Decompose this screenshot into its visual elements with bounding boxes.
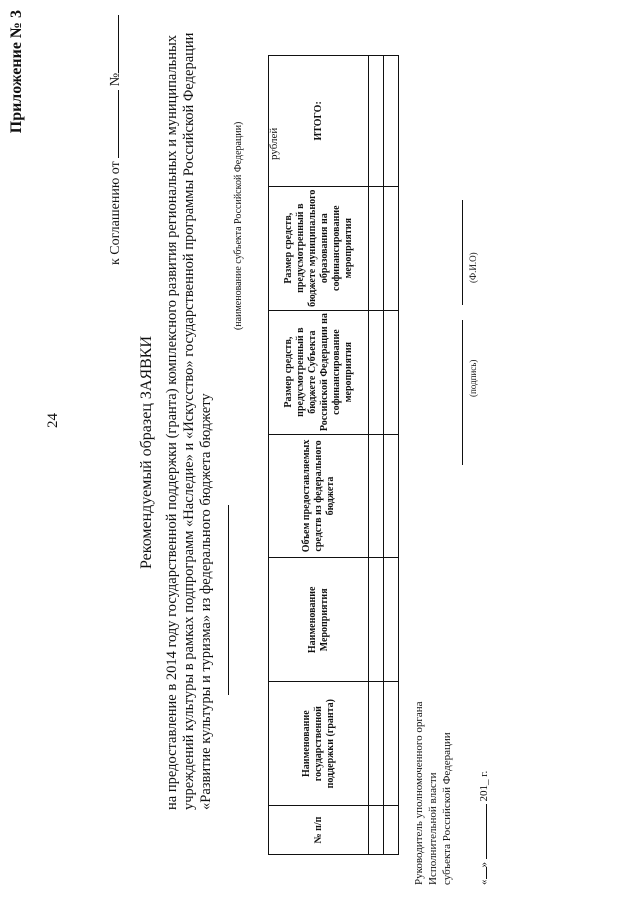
table-cell[interactable]	[384, 434, 399, 558]
body-line-1: на предоставление в 2014 году государственной поддержки (гранта) комплексного развития региональных и муниципальных	[164, 34, 180, 810]
date-day-line	[475, 868, 487, 880]
signature-caption: (подпись)	[468, 359, 478, 397]
currency-units: рублей	[268, 127, 280, 160]
header-municipal-amount: Размер средств, предусмотренный в бюджете муниципального образования на софинансирование мероприятия	[269, 186, 369, 310]
signatory-line-3: субъекта Российской Федерации	[441, 732, 453, 885]
document-title: Рекомендуемый образец ЗАЯВКИ	[138, 335, 155, 570]
signatory-line-1: Руководитель уполномоченного органа	[413, 701, 425, 885]
agreement-reference	[106, 15, 124, 265]
subject-fill-line	[215, 505, 234, 699]
signature-line	[462, 320, 463, 465]
name-caption: (Ф.И.О)	[468, 252, 478, 283]
agreement-number-sign: №	[108, 72, 123, 87]
header-number: № п/п	[269, 806, 369, 855]
body-line-2: учреждений культуры в рамках подпрограмм «Наследие» и «Искусство» государственной программы Российской Федерации	[181, 32, 197, 810]
table-cell[interactable]	[384, 310, 399, 434]
table-row	[384, 56, 399, 855]
table-cell[interactable]	[384, 682, 399, 806]
date-quote-close: »	[478, 862, 490, 868]
header-event-name: Наименование Мероприятия	[269, 558, 369, 682]
signatory-line-2: Исполнительной власти	[427, 772, 439, 885]
agreement-number-line	[106, 15, 119, 73]
header-support-name: Наименование государственной поддержки (гранта)	[269, 682, 369, 806]
header-regional-amount: Размер средств, предусмотренный в бюджете Субъекта Российской Федерации на софинансирование мероприятия	[269, 310, 369, 434]
date-year: 201_ г.	[478, 770, 490, 802]
header-federal-amount: Объем предоставляемых средств из федерального бюджета	[269, 434, 369, 558]
table-header-row	[269, 56, 369, 855]
agreement-prefix: к Соглашению от	[108, 161, 123, 265]
name-line	[462, 200, 463, 305]
agreement-date-line	[106, 90, 119, 158]
table-cell[interactable]	[369, 310, 384, 434]
body-line-3	[198, 393, 215, 810]
table-cell[interactable]	[384, 806, 399, 855]
subject-name-caption: (наименование субъекта Российской Федерации)	[233, 121, 244, 330]
table-cell[interactable]	[369, 806, 384, 855]
table-cell[interactable]	[384, 558, 399, 682]
table-cell[interactable]	[369, 558, 384, 682]
subject-name-underline	[215, 505, 229, 695]
table-cell[interactable]	[384, 56, 399, 187]
table-cell[interactable]	[369, 56, 384, 187]
page-number: 24	[45, 413, 61, 428]
request-table	[268, 55, 399, 855]
table-cell[interactable]	[369, 682, 384, 806]
date-month-line	[475, 804, 487, 859]
date-line	[475, 771, 490, 885]
table-cell[interactable]	[369, 186, 384, 310]
body-line-3-text: «Развитие культуры и туризма» из федерального бюджета бюджету	[198, 393, 214, 810]
date-quote-open: «	[478, 879, 490, 885]
table-row	[369, 56, 384, 855]
table-cell[interactable]	[384, 186, 399, 310]
appendix-title: Приложение № 3	[8, 10, 25, 134]
table-cell[interactable]	[369, 434, 384, 558]
header-total: ИТОГО:	[269, 56, 369, 187]
